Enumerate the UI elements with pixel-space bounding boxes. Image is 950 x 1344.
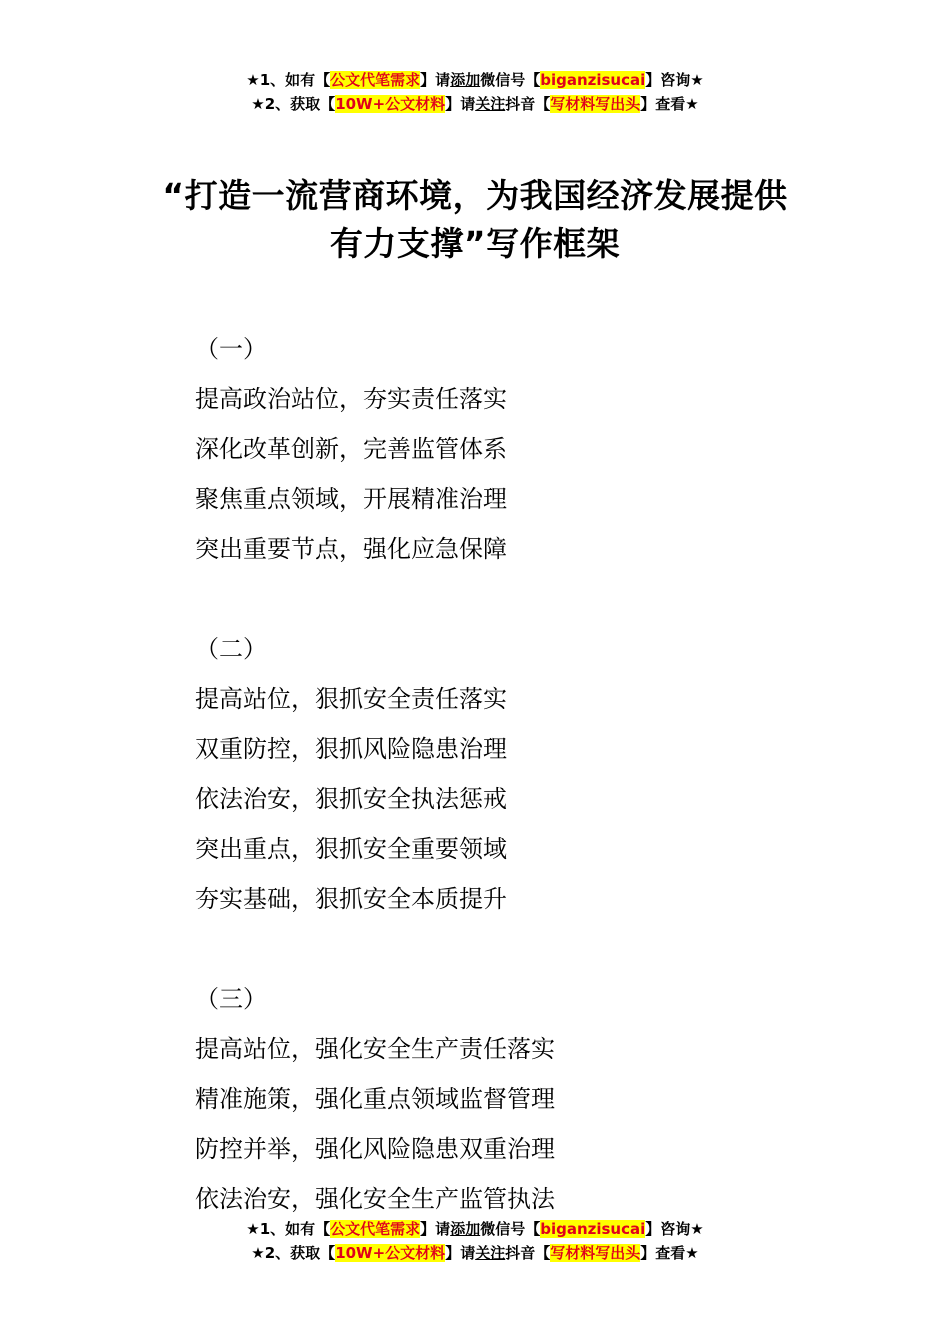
list-item: 夯实基础，狠抓安全本质提升 [195, 885, 507, 913]
list-item: 提高站位，强化安全生产责任落实 [195, 1035, 555, 1063]
highlight-douyin-id: 写材料写出头 [550, 1244, 641, 1262]
highlight-materials: 10W+公文材料 [335, 95, 446, 113]
highlight-materials: 10W+公文材料 [335, 1244, 446, 1262]
title-line-2: 有力支撑”写作框架 [329, 224, 621, 263]
list-item: 突出重点，狠抓安全重要领域 [195, 835, 507, 863]
section-heading: （一） [195, 335, 267, 363]
banner-line-1: ★1、如有【公文代笔需求】请添加微信号【biganzisucai】咨询★ [246, 1220, 704, 1238]
highlight-service: 公文代笔需求 [330, 1220, 421, 1238]
highlight-service: 公文代笔需求 [330, 71, 421, 89]
list-item: 依法治安，强化安全生产监管执法 [195, 1185, 555, 1213]
list-item: 深化改革创新，完善监管体系 [195, 435, 507, 463]
list-item: 精准施策，强化重点领域监督管理 [195, 1085, 555, 1113]
highlight-wechat-id: biganzisucai [540, 1220, 646, 1238]
banner-line-1: ★1、如有【公文代笔需求】请添加微信号【biganzisucai】咨询★ [246, 71, 704, 89]
footer-banner [0, 1217, 950, 1265]
list-item: 依法治安，狠抓安全执法惩戒 [195, 785, 507, 813]
header-banner [0, 68, 950, 116]
section-heading: （二） [195, 635, 267, 663]
page-title [0, 172, 950, 268]
highlight-douyin-id: 写材料写出头 [550, 95, 641, 113]
section-3 [195, 974, 555, 1224]
section-1 [195, 324, 555, 574]
framework-content [195, 324, 555, 1224]
section-2 [195, 624, 555, 924]
list-item: 防控并举，强化风险隐患双重治理 [195, 1135, 555, 1163]
highlight-wechat-id: biganzisucai [540, 71, 646, 89]
banner-line-2: ★2、获取【10W+公文材料】请关注抖音【写材料写出头】查看★ [251, 95, 699, 113]
list-item: 提高站位，狠抓安全责任落实 [195, 685, 507, 713]
section-heading: （三） [195, 985, 267, 1013]
list-item: 双重防控，狠抓风险隐患治理 [195, 735, 507, 763]
title-line-1: “打造一流营商环境，为我国经济发展提供 [162, 176, 788, 215]
banner-line-2: ★2、获取【10W+公文材料】请关注抖音【写材料写出头】查看★ [251, 1244, 699, 1262]
list-item: 突出重要节点，强化应急保障 [195, 535, 507, 563]
list-item: 聚焦重点领域，开展精准治理 [195, 485, 507, 513]
list-item: 提高政治站位，夯实责任落实 [195, 385, 507, 413]
